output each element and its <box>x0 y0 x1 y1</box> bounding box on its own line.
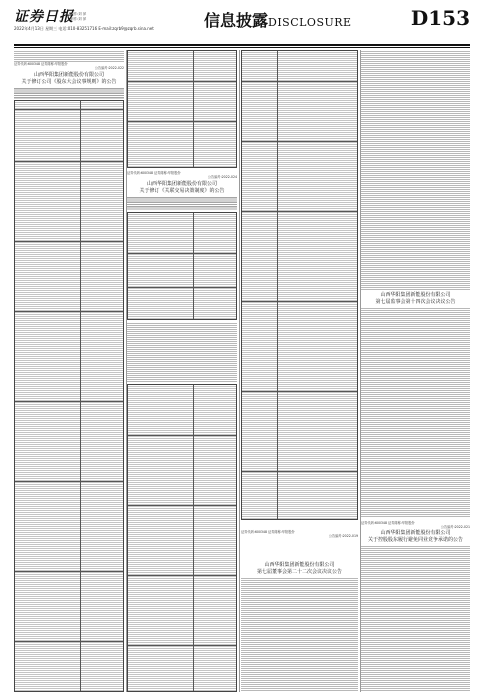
amendment-table <box>241 50 358 520</box>
masthead <box>14 6 470 46</box>
text-block <box>241 577 358 692</box>
text-block <box>361 50 470 290</box>
notice-title: 关于修订《关联交易决策制度》的公告 <box>139 187 225 194</box>
securities-code: 证券代码:600348 证券简称:华阳股份 <box>361 521 415 525</box>
announcement-number: 公告编号:2022-019 <box>328 534 358 538</box>
column-divider <box>360 50 361 692</box>
date-line: 2022年4月13日 星期三 电话:010-83251716 E-mail:zqrb9@zqrb.sina.net <box>14 26 154 31</box>
amendment-table <box>127 50 237 168</box>
notice-title: 第七届监事会第十四次会议决议公告 <box>375 298 456 305</box>
amendment-table <box>14 100 124 692</box>
column-2 <box>127 50 237 692</box>
text-block <box>361 545 470 692</box>
page-number: D153 <box>410 6 470 30</box>
masthead-rule-thin <box>14 47 470 48</box>
amendment-table <box>127 384 237 692</box>
section-title-en: DISCLOSURE <box>268 16 352 29</box>
column-3 <box>241 50 358 692</box>
column-4 <box>361 50 470 692</box>
column-1 <box>14 50 124 692</box>
notice-company: 山西华阳集团新能股份有限公司 <box>33 72 104 78</box>
announcement-number: 公告编号:2022-021 <box>440 525 470 529</box>
announcement-number: 公告编号:2022-024 <box>207 175 237 179</box>
section-title <box>204 8 352 31</box>
notice-company: 山西华阳集团新能股份有限公司 <box>264 562 335 568</box>
notice-heading <box>241 562 358 575</box>
text-block <box>127 196 237 210</box>
notice-heading <box>127 181 237 194</box>
announcement-number: 公告编号:2022-022 <box>94 66 124 70</box>
notice-company: 山西华阳集团新能股份有限公司 <box>146 181 217 187</box>
notice-company: 山西华阳集团新能股份有限公司 <box>380 292 451 298</box>
text-block <box>127 322 237 382</box>
column-divider <box>126 50 127 692</box>
notice-company: 山西华阳集团新能股份有限公司 <box>380 530 451 536</box>
notice-title: 关于控股股东履行避免同业竞争承诺的公告 <box>367 536 463 543</box>
text-block <box>14 50 124 62</box>
masthead-rule <box>14 44 470 46</box>
securities-code: 证券代码:600348 证券简称:华阳股份 <box>14 62 68 66</box>
column-divider <box>239 50 240 692</box>
section-title-cn: 信息披露 <box>204 11 269 30</box>
notice-title: 关于修订公司《股东大会议事规则》的公告 <box>21 78 117 85</box>
notice-heading <box>361 292 470 305</box>
notice-heading <box>361 530 470 543</box>
newspaper-logo: 证券日报 <box>14 9 74 25</box>
amendment-table <box>127 212 237 320</box>
text-block <box>361 307 470 517</box>
notice-heading <box>14 72 124 85</box>
text-block <box>14 87 124 99</box>
securities-code: 证券代码:600348 证券简称:华阳股份 <box>127 171 181 175</box>
securities-code: 证券代码:600348 证券简称:华阳股份 <box>241 530 295 534</box>
masthead-meta: 制作:刘 萍 制作:刘 萍 <box>70 12 87 21</box>
table-column-divider <box>80 101 81 691</box>
notice-title: 第七届董事会第二十二次会议决议公告 <box>256 568 342 575</box>
